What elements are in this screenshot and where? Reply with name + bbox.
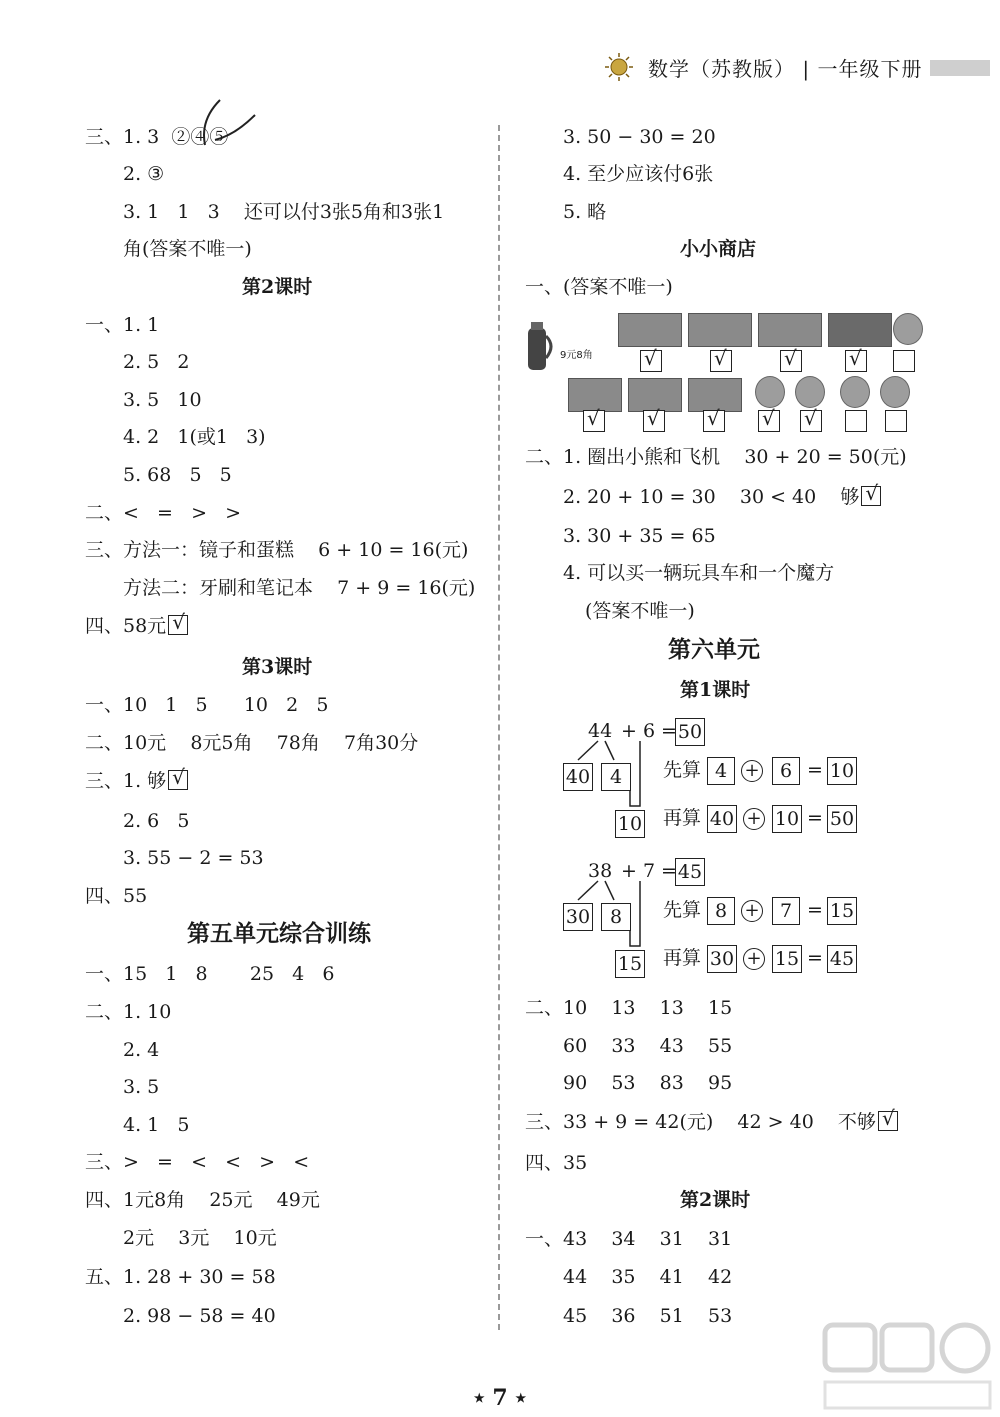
answer-box: 8 <box>707 897 735 925</box>
answer-line: 四、55 <box>85 885 148 907</box>
answer-box: 8 <box>601 903 631 931</box>
answer-line: 90 53 83 95 <box>563 1072 733 1094</box>
page-number-text: 7 <box>492 1385 508 1411</box>
diagram-number: 6 <box>643 720 656 742</box>
subject-label: 数学（苏教版） <box>648 57 795 81</box>
answer-box: 45 <box>827 945 857 973</box>
unit-heading: 第六单元 <box>668 636 760 663</box>
diagram-operator: = <box>661 720 677 742</box>
answer-line: 4. 1 5 <box>123 1114 190 1136</box>
lesson-heading: 第2课时 <box>242 276 313 298</box>
plus-circle-icon: + <box>743 948 765 970</box>
answer-line: 三、方法一：镜子和蛋糕 6 + 10 = 16(元) <box>85 539 469 561</box>
lesson-heading: 第2课时 <box>680 1189 751 1211</box>
unit-review-heading: 第五单元综合训练 <box>187 920 371 947</box>
section-heading: 小小商店 <box>680 238 757 260</box>
header-title: 数学（苏教版） | 一年级下册 <box>648 57 923 81</box>
diagram-operator: = <box>807 759 823 781</box>
answer-line: 一、(答案不唯一) <box>525 276 673 298</box>
answer-line: 5. 68 5 5 <box>123 464 232 486</box>
answer-box: 15 <box>615 950 645 978</box>
checkbox-checked-icon <box>878 1111 898 1131</box>
diagram-operator: = <box>661 860 677 882</box>
diagram-number: 7 <box>643 860 656 882</box>
answer-line: 四、1元8角 25元 49元 <box>85 1189 320 1211</box>
answer-line: 4. 可以买一辆玩具车和一个魔方 <box>563 562 835 584</box>
answer-box: 4 <box>707 757 735 785</box>
answer-line: 5. 略 <box>563 201 607 223</box>
answer-line: 2元 3元 10元 <box>123 1227 277 1249</box>
answer-line: 一、10 1 5 10 2 5 <box>85 694 329 716</box>
answer-box: 30 <box>707 945 737 973</box>
answer-line: 一、15 1 8 25 4 6 <box>85 963 335 985</box>
answer-line: 4. 2 1(或1 3) <box>123 426 266 448</box>
answer-line: 方法二：牙刷和笔记本 7 + 9 = 16(元) <box>123 577 476 599</box>
answer-line: 二、10元 8元5角 78角 7角30分 <box>85 732 419 754</box>
answer-line: 二、10 13 13 15 <box>525 997 733 1019</box>
lesson-heading: 第1课时 <box>680 679 751 701</box>
diagram-operator: = <box>807 807 823 829</box>
answer-line: 4. 至少应该付6张 <box>563 163 714 185</box>
answer-line: 一、1. 1 <box>85 314 160 336</box>
answer-line: 44 35 41 42 <box>563 1266 733 1288</box>
answer-line: 三、1. 3 ②④⑤ <box>85 126 229 148</box>
answer-line: 二、< = > > <box>85 502 242 524</box>
answer-line: 3. 30 + 35 = 65 <box>563 525 716 547</box>
answer-line: 二、1. 圈出小熊和飞机 30 + 20 = 50(元) <box>525 446 907 468</box>
diagram-operator: = <box>807 899 823 921</box>
step-label: 先算 <box>663 899 702 921</box>
plus-circle-icon: + <box>741 900 763 922</box>
grade-label: 一年级下册 <box>817 57 923 81</box>
answer-text: 2. 20 + 10 = 30 30 < 40 够 <box>563 486 860 508</box>
answer-box: 10 <box>827 757 857 785</box>
lesson-heading: 第3课时 <box>242 656 313 678</box>
answer-line: 四、35 <box>525 1152 588 1174</box>
answer-line: (答案不唯一) <box>585 600 695 622</box>
answer-box: 40 <box>563 763 593 791</box>
star-icon: ★ <box>515 1391 527 1405</box>
answer-text: 四、58元 <box>85 615 167 637</box>
step-label: 再算 <box>663 807 702 829</box>
answer-text: 三、1. 够 <box>85 770 167 792</box>
diagram-number: 38 <box>588 860 613 882</box>
answer-box: 15 <box>827 897 857 925</box>
answer-box: 50 <box>827 805 857 833</box>
answer-text: 三、33 + 9 = 42(元) 42 > 40 不够 <box>525 1111 876 1133</box>
answer-box: 30 <box>563 903 593 931</box>
diagram-operator: + <box>621 720 637 742</box>
answer-line: 2. 4 <box>123 1039 160 1061</box>
diagram-operator: = <box>807 947 823 969</box>
answer-box: 15 <box>772 945 802 973</box>
answer-line: 五、1. 28 + 30 = 58 <box>85 1266 276 1288</box>
answer-line: 一、43 34 31 31 <box>525 1228 733 1250</box>
answer-line: 2. 98 − 58 = 40 <box>123 1305 276 1327</box>
plus-circle-icon: + <box>741 760 763 782</box>
page-number <box>0 1385 1000 1411</box>
star-icon: ★ <box>473 1391 485 1405</box>
step-label: 再算 <box>663 947 702 969</box>
answer-line: 3. 1 1 3 还可以付3张5角和3张1 <box>123 201 445 223</box>
answer-line: 3. 55 − 2 = 53 <box>123 847 264 869</box>
diagram-operator: + <box>621 860 637 882</box>
answer-line: 角(答案不唯一) <box>123 238 252 260</box>
answer-line: 2. ③ <box>123 163 165 185</box>
step-label: 先算 <box>663 759 702 781</box>
answer-line <box>525 1110 898 1134</box>
answer-line: 三、> = < < > < <box>85 1151 310 1173</box>
answer-box: 4 <box>601 763 631 791</box>
answer-box: 7 <box>772 897 800 925</box>
answer-line: 2. 6 5 <box>123 810 190 832</box>
answer-box: 6 <box>772 757 800 785</box>
diagram-number: 44 <box>588 720 613 742</box>
answer-line: 60 33 43 55 <box>563 1035 733 1057</box>
answer-box: 10 <box>615 810 645 838</box>
price-tag: 9元8角 <box>560 350 593 361</box>
answer-box: 50 <box>675 718 705 746</box>
answer-line: 3. 5 <box>123 1076 160 1098</box>
answer-line: 2. 5 2 <box>123 351 190 373</box>
answer-box: 40 <box>707 805 737 833</box>
plus-circle-icon: + <box>743 808 765 830</box>
answer-line: 45 36 51 53 <box>563 1305 733 1327</box>
answer-line: 3. 50 − 30 = 20 <box>563 126 716 148</box>
answer-box: 45 <box>675 858 705 886</box>
answer-line: 二、1. 10 <box>85 1001 172 1023</box>
answer-line: 3. 5 10 <box>123 389 202 411</box>
answer-box: 10 <box>772 805 802 833</box>
